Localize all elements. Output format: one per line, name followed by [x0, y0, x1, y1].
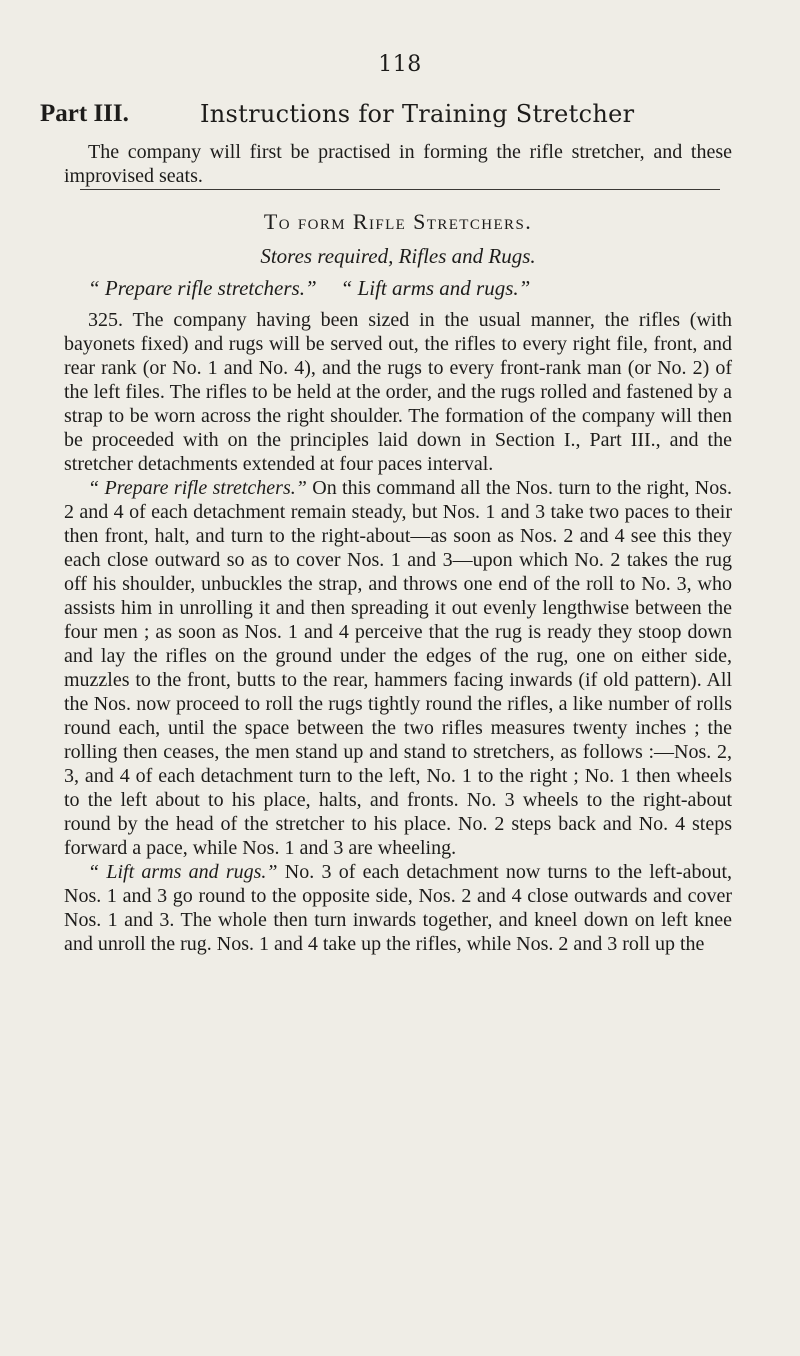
paragraph-325 — [64, 308, 732, 476]
running-title: Instructions for Training Stretcher — [200, 100, 635, 128]
page-number: 118 — [378, 52, 422, 77]
command-heading: “ Lift arms and rugs.” — [88, 861, 278, 883]
command-heading: “ Prepare rifle stretchers.” — [88, 477, 307, 499]
command-lift-label: “ Lift arms and rugs.” — [340, 276, 531, 300]
paragraph-prepare — [64, 476, 732, 860]
body-text — [64, 140, 732, 956]
part-label: Part III. — [40, 100, 129, 127]
paragraph-text: On this command all the Nos. turn to the right, Nos. 2 and 4 of each detachment remain steady, but Nos. 1 and 3 take two paces to their then front, halt, and turn to the right-about—as soon as Nos. 2 and 4 see this they each close outward so as to cover Nos. 1 and 3—upon which No. 2 takes the rug off his shoulder, unbuckles the strap, and throws one end of the roll to No. 3, who assists him in unrolling it and then spreading it out evenly lengthwise between the four men ; as soon as Nos. 1 and 4 perceive that the rug is ready they stoop down and lay the rifles on the ground under the edges of the rug, one on either side, muzzles to the front, butts to the rear, hammers facing inwards (if old pattern). All the Nos. now proceed to roll the rugs tightly round the rifles, a like number of rolls round each, until the space between the two rifles measures twenty inches ; the rolling then ceases, the men stand up and stand to stretchers, as follows :—Nos. 2, 3, and 4 of each detachment turn to the left, No. 1 to the right ; No. 1 then wheels to the left about to his place, halts, and fronts. No. 3 wheels to the right-about round by the head of the stretcher to his place. No. 2 steps back and No. 4 steps forward a pace, while Nos. 1 and 3 are wheeling. — [64, 477, 732, 859]
section-subtitle: Stores required, Rifles and Rugs. — [260, 244, 536, 268]
paragraph-text: The company having been sized in the usual manner, the rifles (with bayonets fixed) and rugs will be served out, the rifles to every right file, front, and rear rank (or No. 1 and No. 4), and the rugs to every front-rank man (or No. 2) of the left files. The rifles to be held at the order, and the rugs rolled and fastened by a strap to be worn across the right shoulder. The formation of the company will then be proceeded with on the principles laid down in Section I., Part III., and the stretcher detachments extended at four paces interval. — [64, 309, 732, 475]
commands-line — [64, 276, 732, 300]
intro-paragraph: The company will first be practised in forming the rifle stretcher, and these improvised seats. — [64, 141, 732, 187]
command-prepare-label: “ Prepare rifle stretchers.” — [88, 276, 317, 300]
running-header — [40, 100, 760, 132]
paragraph-number: 325. — [88, 309, 123, 331]
paragraph-text: No. 3 of each detachment now turns to the left-about, Nos. 1 and 3 go round to the opposite side, Nos. 2 and 4 close outwards and cover Nos. 1 and 3. The whole then turn inwards together, and kneel down on left knee and unroll the rug. Nos. 1 and 4 take up the rifles, while Nos. 2 and 3 roll up the — [64, 861, 732, 955]
section-title: To form Rifle Stretchers. — [263, 209, 533, 234]
paragraph-lift — [64, 860, 732, 956]
